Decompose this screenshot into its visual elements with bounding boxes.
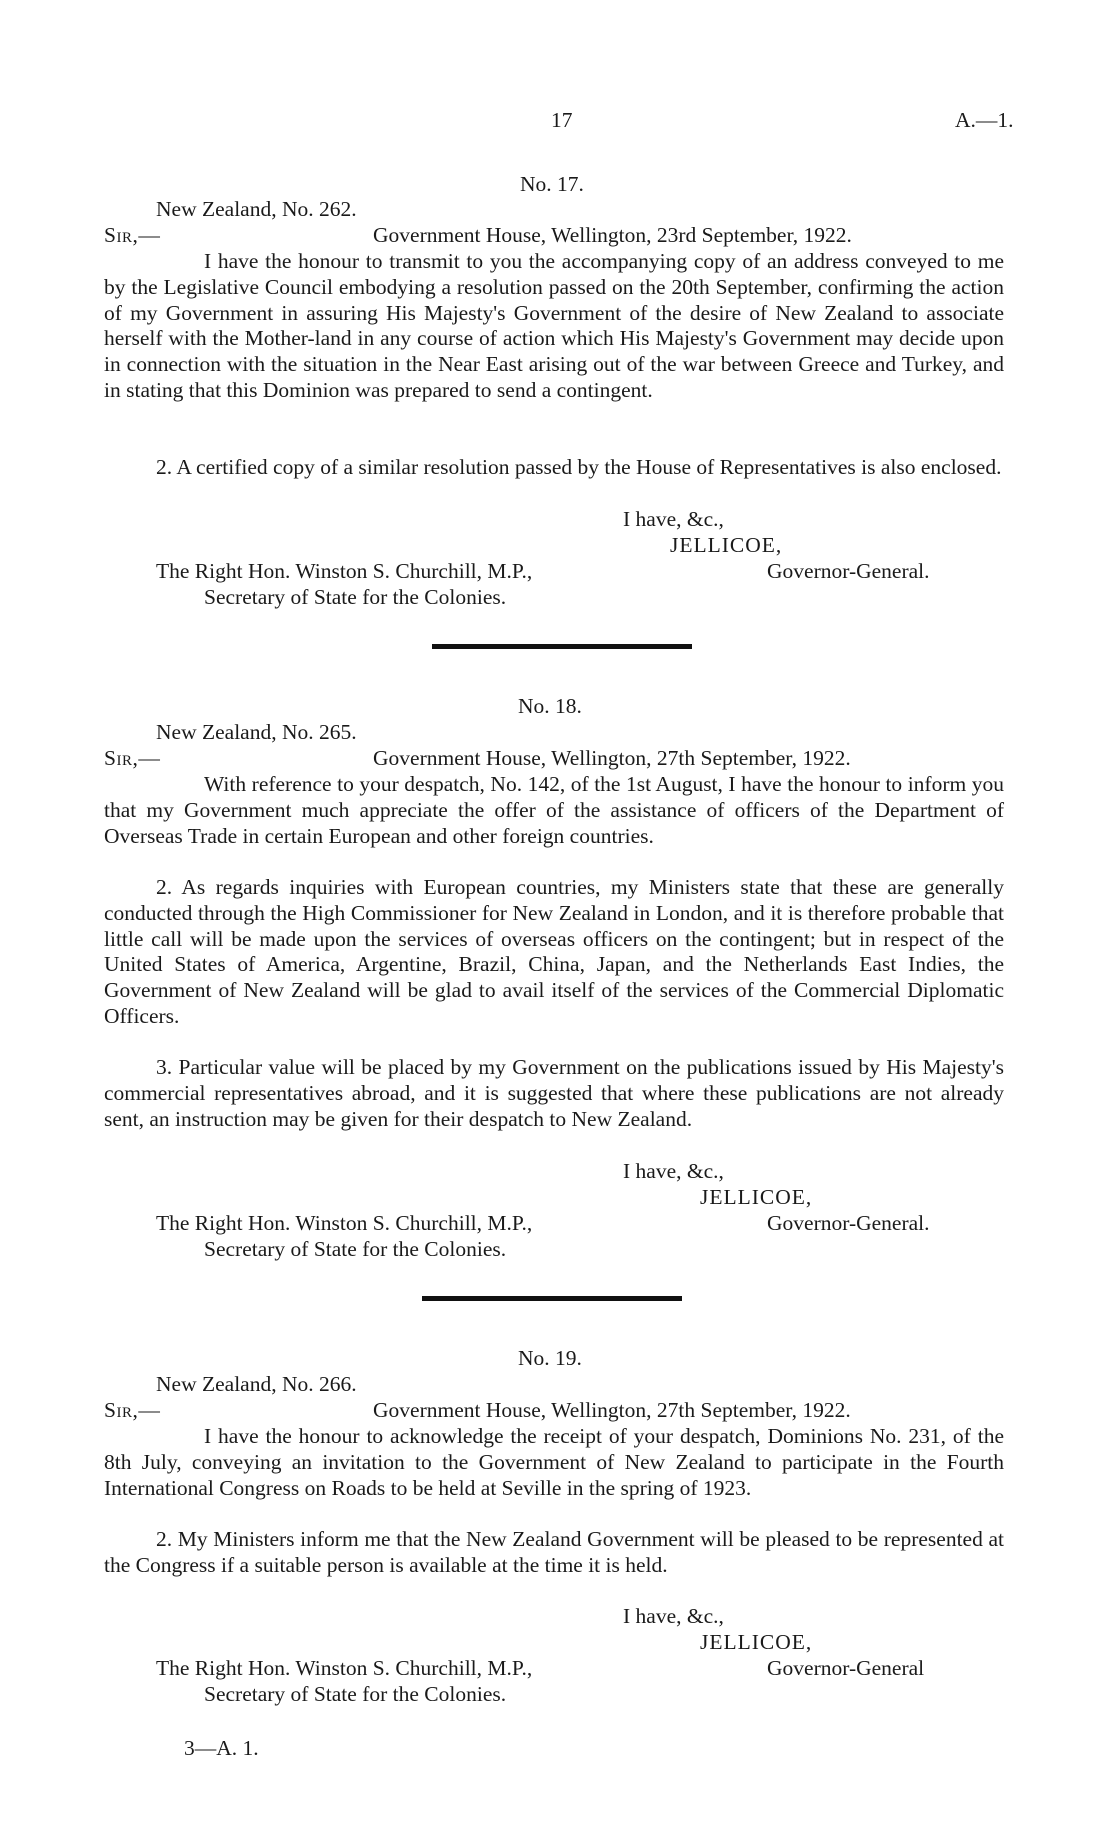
page-number: 17: [551, 108, 573, 132]
place-date: Government House, Wellington, 23rd September, 1922.: [373, 223, 852, 247]
paragraph: I have the honour to acknowledge the receipt of your despatch, Dominions No. 231, of the 8th July, conveying an invitation to the Government of New Zealand to participate in the Fourth International Congress on Roads to be held at Seville in the spring of 1923.: [104, 1424, 1004, 1500]
signature: JELLICOE,: [670, 533, 783, 557]
place-date: Government House, Wellington, 27th September, 1922.: [373, 1398, 851, 1422]
closing: I have, &c.,: [623, 1159, 724, 1183]
signature: JELLICOE,: [700, 1185, 813, 1209]
letter-number: No. 18.: [518, 694, 582, 718]
salutation: Sir,—: [104, 223, 161, 247]
paper-reference: A.—1.: [955, 108, 1014, 132]
letter-number: No. 17.: [520, 172, 584, 196]
section-divider: [422, 1296, 682, 1301]
salutation: Sir,—: [104, 1398, 161, 1422]
signature-title: Governor-General.: [767, 1211, 930, 1235]
addressee-name: The Right Hon. Winston S. Churchill, M.P.,: [156, 1656, 533, 1680]
addressee-name: The Right Hon. Winston S. Churchill, M.P.,: [156, 1211, 533, 1235]
closing: I have, &c.,: [623, 507, 724, 531]
paragraph: 2. A certified copy of a similar resolution passed by the House of Representatives is also enclosed.: [156, 455, 1002, 479]
signature-mark: 3—A. 1.: [184, 1736, 259, 1760]
salutation: Sir,—: [104, 746, 161, 770]
paragraph: 2. As regards inquiries with European countries, my Ministers state that these are generally conducted through the High Commissioner for New Zealand in London, and it is therefore probable that little call will be made upon the services of overseas officers on the contingent; but in respect of the United States of America, Argentine, Brazil, China, Japan, and the Netherlands East Indies, the Government of New Zealand will be glad to avail itself of the services of the Commercial Diplomatic Officers.: [104, 875, 1004, 1028]
closing: I have, &c.,: [623, 1604, 724, 1628]
despatch-reference: New Zealand, No. 265.: [156, 720, 357, 744]
paragraph: I have the honour to transmit to you the accompanying copy of an address conveyed to me by the Legislative Council embodying a resolution passed on the 20th September, confirming the action of my Government in assuring His Majesty's Government of the desire of New Zealand to associate herself with the Mother-land in any course of action which His Majesty's Government may decide upon in connection with the situation in the Near East arising out of the war between Greece and Turkey, and in stating that this Dominion was prepared to send a contingent.: [104, 249, 1004, 402]
paragraph: 3. Particular value will be placed by my Government on the publications issued by His Majesty's commercial representatives abroad, and it is suggested that where these publications are not already sent, an instruction may be given for their despatch to New Zealand.: [104, 1055, 1004, 1131]
addressee-office: Secretary of State for the Colonies.: [204, 1237, 507, 1261]
signature: JELLICOE,: [700, 1630, 813, 1654]
despatch-reference: New Zealand, No. 266.: [156, 1372, 357, 1396]
section-divider: [432, 644, 692, 649]
paragraph: 2. My Ministers inform me that the New Zealand Government will be pleased to be represented at the Congress if a suitable person is available at the time it is held.: [104, 1527, 1004, 1577]
despatch-reference: New Zealand, No. 262.: [156, 197, 357, 221]
addressee-name: The Right Hon. Winston S. Churchill, M.P.,: [156, 559, 533, 583]
addressee-office: Secretary of State for the Colonies.: [204, 1682, 507, 1706]
letter-number: No. 19.: [518, 1346, 582, 1370]
place-date: Government House, Wellington, 27th September, 1922.: [373, 746, 851, 770]
addressee-office: Secretary of State for the Colonies.: [204, 585, 507, 609]
signature-title: Governor-General.: [767, 559, 930, 583]
paragraph: With reference to your despatch, No. 142, of the 1st August, I have the honour to inform you that my Government much appreciate the offer of the assistance of officers of the Department of Overseas Trade in certain European and other foreign countries.: [104, 772, 1004, 848]
signature-title: Governor-General: [767, 1656, 925, 1680]
